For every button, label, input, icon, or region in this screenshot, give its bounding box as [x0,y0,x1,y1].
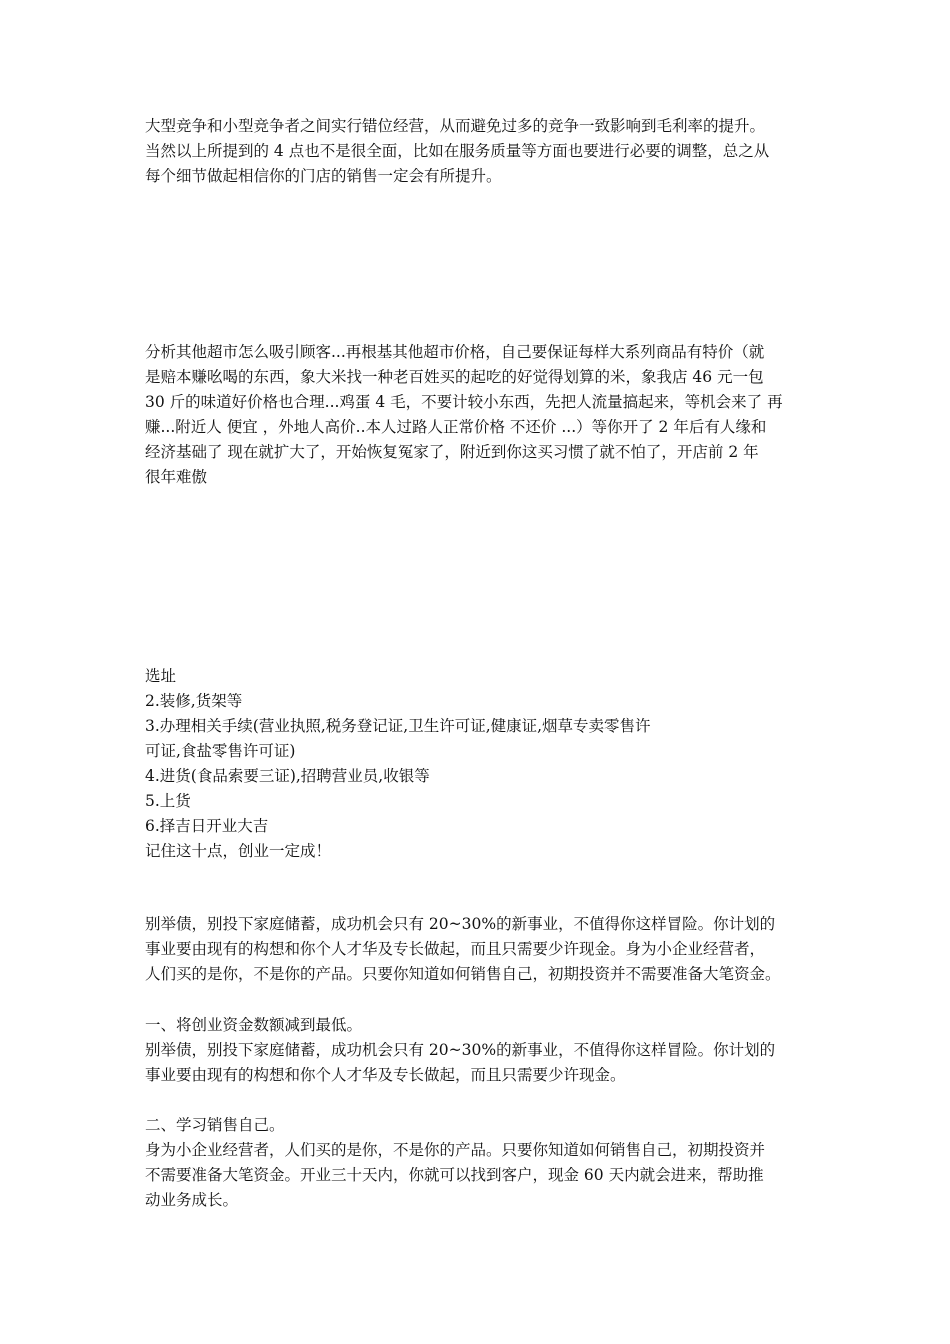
section-heading: 二、学习销售自己。 [145,1116,285,1134]
checklist-steps [145,664,815,864]
section-sell-yourself [145,1113,815,1213]
text-line: 赚...附近人 便宜 ，外地人高价..本人过路人正常价格 不还价 ...）等你开了 2 年后有人缘和 [145,418,767,436]
list-item: 6.择吉日开业大吉 [145,817,269,835]
text-line: 很年难傲 [145,468,208,486]
paragraph-attract-customers [145,340,815,490]
text-line: 经济基础了 现在就扩大了，开始恢复冤家了，附近到你这买习惯了就不怕了，开店前 2 年 [145,443,759,461]
list-item: 选址 [145,667,177,685]
text-line: 不需要准备大笔资金。开业三十天内，你就可以找到客户，现金 60 天内就会进来，帮助推 [145,1166,764,1184]
list-item: 记住这十点，创业一定成！ [145,842,332,860]
text-line: 分析其他超市怎么吸引顾客...再根基其他超市价格，自己要保证每样大系列商品有特价（就 [145,343,765,361]
list-item: 可证,食盐零售许可证) [145,742,296,760]
text-line: 别举债，别投下家庭储蓄，成功机会只有 20~30%的新事业，不值得你这样冒险。你计划的 [145,915,776,933]
text-line: 动业务成长。 [145,1191,239,1209]
paragraph-competition [145,114,815,189]
text-line: 别举债，别投下家庭储蓄，成功机会只有 20~30%的新事业，不值得你这样冒险。你计划的 [145,1041,776,1059]
list-item: 2.装修,货架等 [145,692,243,710]
text-line: 事业要由现有的构想和你个人才华及专长做起，而且只需要少许现金。身为小企业经营者， [145,940,766,958]
text-line: 是赔本赚吆喝的东西，象大米找一种老百姓买的起吃的好觉得划算的米，象我店 46 元一包 [145,368,764,386]
text-line: 大型竞争和小型竞争者之间实行错位经营，从而避免过多的竞争一致影响到毛利率的提升。 [145,117,766,135]
text-line: 事业要由现有的构想和你个人才华及专长做起，而且只需要少许现金。 [145,1066,626,1084]
list-item: 4.进货(食品索要三证),招聘营业员,收银等 [145,767,430,785]
text-line: 当然以上所提到的 4 点也不是很全面，比如在服务质量等方面也要进行必要的调整，总之从 [145,142,770,160]
section-heading: 一、将创业资金数额减到最低。 [145,1016,363,1034]
text-line: 30 斤的味道好价格也合理...鸡蛋 4 毛，不要计较小东西，先把人流量搞起来，等机会来了 再 [145,393,783,411]
list-item: 3.办理相关手续(营业执照,税务登记证,卫生许可证,健康证,烟草专卖零售许 [145,717,651,735]
text-line: 每个细节做起相信你的门店的销售一定会有所提升。 [145,167,502,185]
section-minimize-capital [145,1013,815,1088]
text-line: 人们买的是你，不是你的产品。只要你知道如何销售自己，初期投资并不需要准备大笔资金。 [145,965,781,983]
list-item: 5.上货 [145,792,191,810]
text-line: 身为小企业经营者，人们买的是你，不是你的产品。只要你知道如何销售自己，初期投资并 [145,1141,766,1159]
paragraph-no-debt [145,912,815,987]
